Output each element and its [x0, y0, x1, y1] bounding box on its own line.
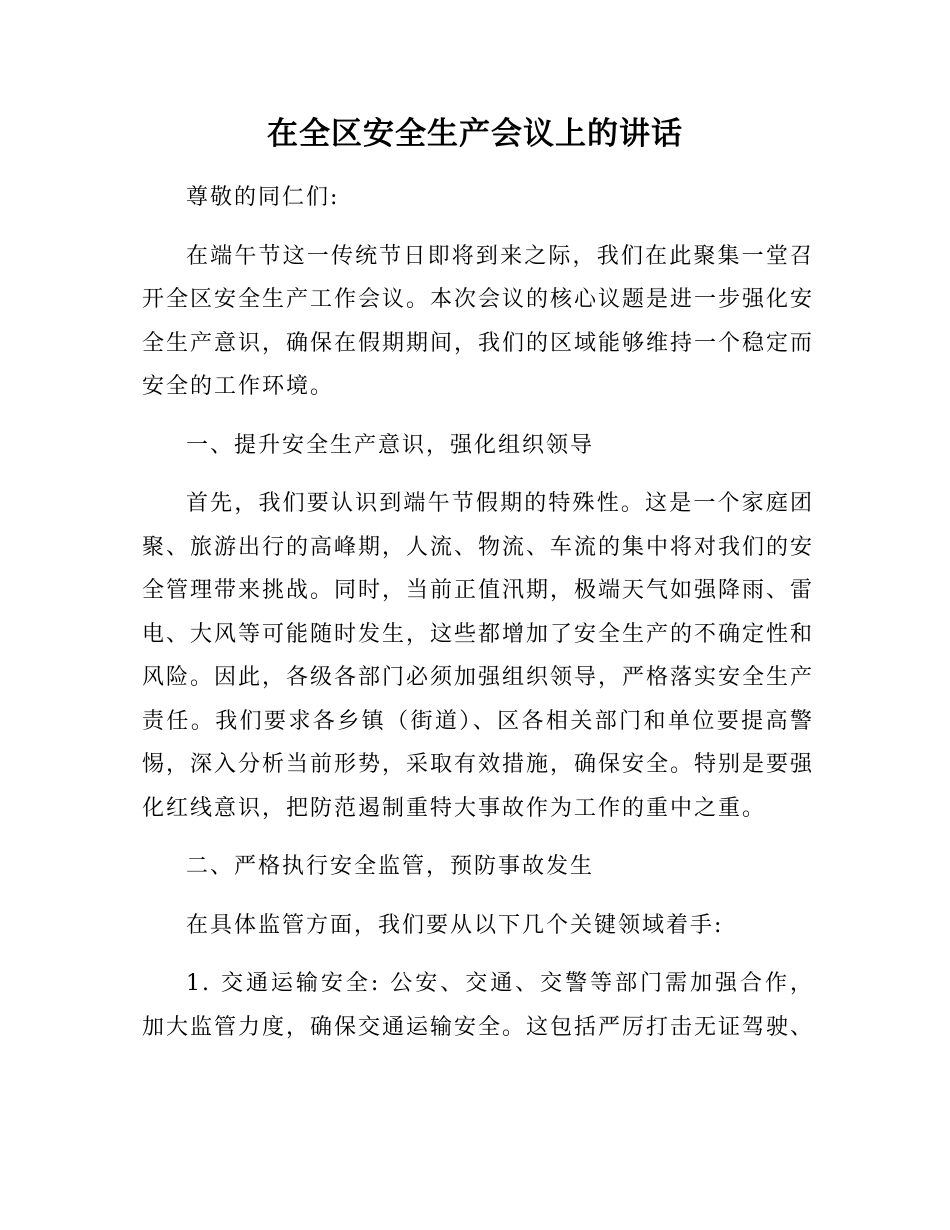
intro-paragraph: 在端午节这一传统节日即将到来之际，我们在此聚集一堂召开全区安全生产工作会议。本次会议的核心议题是进一步强化安全生产意识，确保在假期期间，我们的区域能够维持一个稳定而安全的工作环境。 — [142, 243, 815, 399]
section-heading-2: 二、严格执行安全监管，预防事故发生 — [186, 854, 595, 879]
document-title: 在全区安全生产会议上的讲话 — [267, 116, 683, 152]
salutation-paragraph: 尊敬的同仁们: — [186, 185, 340, 210]
section-1-paragraph: 首先，我们要认识到端午节假期的特殊性。这是一个家庭团聚、旅游出行的高峰期，人流、物流、车流的集中将对我们的安全管理带来挑战。同时，当前正值汛期，极端天气如强降雨、雷电、大风等可能随时发生，这些都增加了安全生产的不确定性和风险。因此，各级各部门必须加强组织领导，严格落实安全生产责任。我们要求各乡镇（街道）、区各相关部门和单位要提高警惕，深入分析当前形势，采取有效措施，确保安全。特别是要强化红线意识，把防范遏制重特大事故作为工作的重中之重。 — [142, 491, 815, 821]
section-heading-1: 一、提升安全生产意识，强化组织领导 — [186, 432, 595, 458]
document-body — [142, 176, 814, 1064]
section-2-intro-paragraph: 在具体监管方面，我们要从以下几个关键领域着手: — [186, 912, 724, 938]
list-item-traffic-safety: 1. 交通运输安全: 公安、交通、交警等部门需加强合作，加大监管力度，确保交通运输安全。这包括严厉打击无证驾驶、 — [142, 971, 815, 1040]
